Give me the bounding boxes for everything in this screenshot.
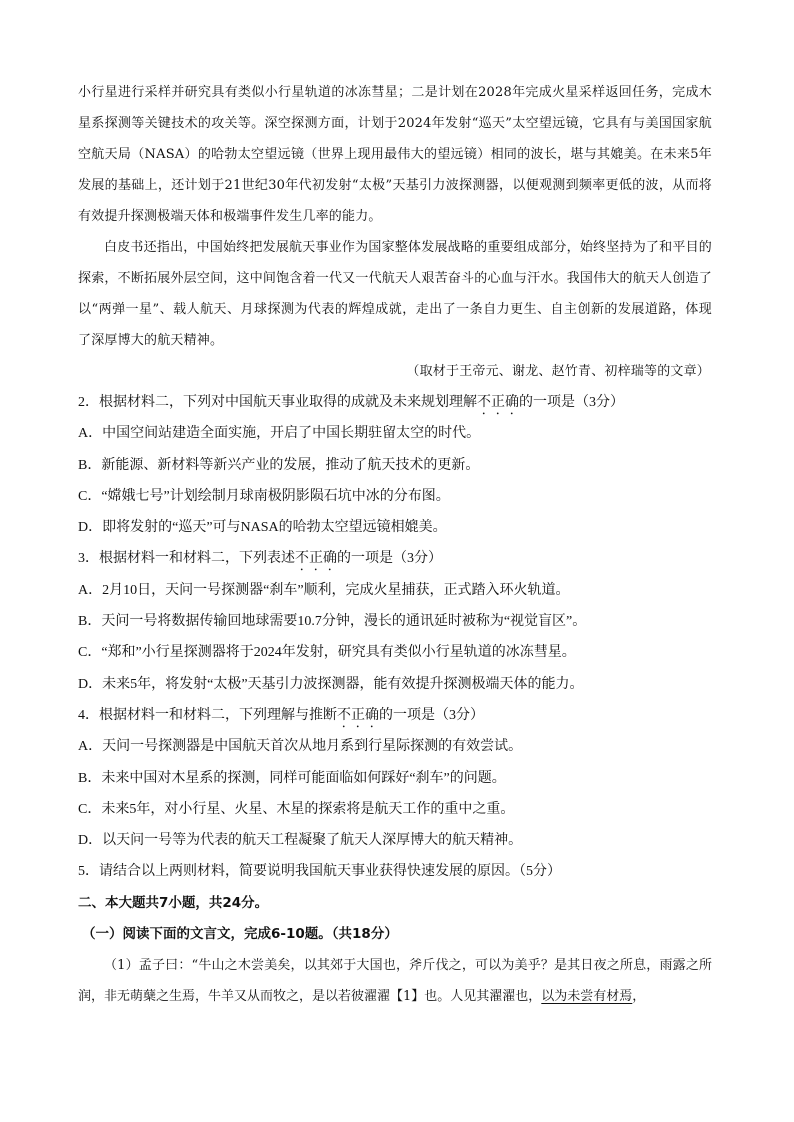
classical-text (78, 950, 712, 1012)
question-2-stem: 2．根据材料二，下列对中国航天事业取得的成就及未来规划理解不正确的一项是（3分） (78, 395, 624, 410)
classical-paragraph-1: （1）孟子曰：“牛山之木尝美矣，以其郊于大国也，斧斤伐之，可以为美乎？是其日夜之所息，雨露之所润，非无萌蘖之生焉，牛羊又从而牧之，是以若彼濯濯【1】也。人见其濯濯也，以为未尝有材焉， (78, 958, 712, 1005)
emphasis-not-correct: 不正确 (477, 395, 519, 410)
question-4-option-b: B．未来中国对木星系的探测，同样可能面临如何踩好“刹车”的问题。 (78, 770, 506, 786)
reading-passage (78, 0, 712, 387)
emphasis-not-correct: 不正确 (295, 551, 337, 567)
question-3-option-d: D．未来5年，将发射“太极”天基引力波探测器，能有效提升探测极端天体的能力。 (78, 676, 584, 692)
section-2-title: 二、本大题共7小题，共24分。 (78, 894, 269, 911)
question-2-option-d: D．即将发射的“巡天”可与NASA的哈勃太空望远镜相媲美。 (78, 520, 447, 536)
question-4-option-d: D．以天问一号等为代表的航天工程凝聚了航天人深厚博大的航天精神。 (78, 833, 523, 849)
question-4-stem: 4．根据材料一和材料二，下列理解与推断不正确的一项是（3分） (78, 707, 484, 723)
question-3-option-a: A．2月10日，天问一号探测器“刹车”顺利，完成火星捕获，正式踏入环火轨道。 (78, 582, 570, 598)
passage-paragraph-1: 小行星进行采样并研究具有类似小行星轨道的冰冻彗星；二是计划在2028年完成火星采样返回任务，完成木星系探测等关键技术的攻关等。深空探测方面，计划于2024年发射“巡天”太空望远镜，它具有与美国国家航空航天局（NASA）的哈勃太空望远镜（世界上现用最伟大的望远镜）相同的波长，堪与其媲美。在未来5年发展的基础上，还计划于21世纪30年代初发射“太极”天基引力波探测器，以便观测到频率更低的波，从而将有效提升探测极端天体和极端事件发生几率的能力。 (78, 85, 712, 224)
question-2-option-b: B．新能源、新材料等新兴产业的发展，推动了航天技术的更新。 (78, 457, 480, 473)
question-3-stem: 3．根据材料一和材料二，下列表述不正确的一项是（3分） (78, 551, 442, 567)
question-2-option-c: C．“嫦娥七号”计划绘制月球南极阴影陨石坑中冰的分布图。 (78, 488, 450, 504)
question-4-option-a: A．天问一号探测器是中国航天首次从地月系到行星际探测的有效尝试。 (78, 739, 523, 755)
question-4-option-c: C．未来5年，对小行星、火星、木星的探索将是航天工作的重中之重。 (78, 801, 515, 817)
section-2-subtitle: （一）阅读下面的文言文，完成6-10题。（共18分） (82, 926, 398, 943)
passage-paragraph-2: 白皮书还指出，中国始终把发展航天事业作为国家整体发展战略的重要组成部分，始终坚持为了和平目的探索，不断拓展外层空间，这中间饱含着一代又一代航天人艰苦奋斗的心血与汗水。我国伟大的航天人创造了以“两弹一星”、载人航天、月球探测为代表的辉煌成就，走出了一条自力更生、自主创新的发展道路，体现了深厚博大的航天精神。 (78, 240, 712, 348)
question-block (78, 387, 712, 950)
question-2-option-a: A．中国空间站建造全面实施，开启了中国长期驻留太空的时代。 (78, 426, 481, 442)
question-3-option-b: B．天问一号将数据传输回地球需要10.7分钟，漫长的通讯延时被称为“视觉盲区”。 (78, 614, 587, 630)
question-5-stem: 5．请结合以上两则材料，简要说明我国航天事业获得快速发展的原因。（5分） (78, 864, 561, 880)
passage-source: （取材于王帝元、谢龙、赵竹青、初梓瑞等的文章） (406, 364, 710, 379)
question-3-option-c: C．“郑和”小行星探测器将于2024年发射，研究具有类似小行星轨道的冰冻彗星。 (78, 645, 576, 661)
emphasis-not-correct: 不正确 (337, 707, 379, 723)
underlined-phrase: 以为未尝有材焉 (541, 989, 633, 1005)
